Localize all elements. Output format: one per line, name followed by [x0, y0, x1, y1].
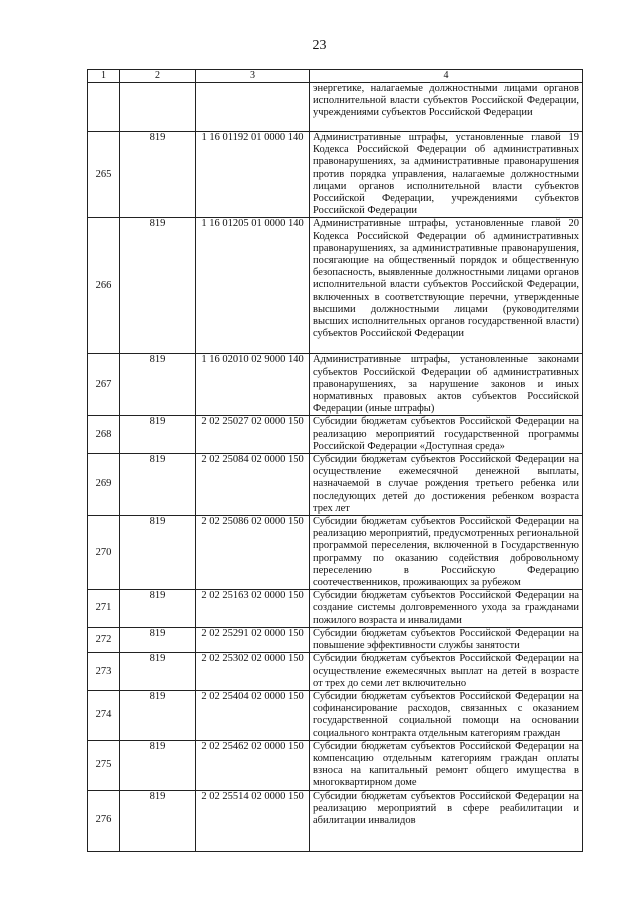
row-number-cell [88, 83, 120, 132]
description-cell: Субсидии бюджетам субъектов Российской Федерации на повышение эффективности службы занятости [310, 627, 583, 652]
table-row [88, 454, 583, 516]
table-row [88, 590, 583, 628]
header-row [88, 70, 583, 83]
budget-code-cell: 1 16 02010 02 9000 140 [196, 354, 310, 416]
header-col-3: 3 [196, 70, 310, 83]
row-number-cell: 270 [88, 516, 120, 590]
admin-code-cell: 819 [120, 354, 196, 416]
admin-code-cell: 819 [120, 740, 196, 790]
description-cell: Субсидии бюджетам субъектов Российской Федерации на осуществление ежемесячной денежной выплаты, назначаемой в случае рождения третьего ребенка или последующих детей до достижения ребенком возраста трех лет [310, 454, 583, 516]
table-row [88, 83, 583, 132]
row-number-cell: 272 [88, 627, 120, 652]
header-col-2: 2 [120, 70, 196, 83]
table-row [88, 690, 583, 740]
budget-code-cell: 2 02 25086 02 0000 150 [196, 516, 310, 590]
description-cell: Субсидии бюджетам субъектов Российской Федерации на реализацию мероприятий государственной программы Российской Федерации «Доступная среда» [310, 416, 583, 454]
admin-code-cell: 819 [120, 454, 196, 516]
description-cell: Административные штрафы, установленные законами субъектов Российской Федерации об административных правонарушениях, за нарушение законов и иных нормативных правовых актов субъектов Российской Федерации (иные штрафы) [310, 354, 583, 416]
description-cell: Субсидии бюджетам субъектов Российской Федерации на реализацию мероприятий, предусмотренных региональной программой переселения, включенной в Государственную программу по оказанию содействия добровольному переселению в Российскую Федерацию соотечественников, проживающих за рубежом [310, 516, 583, 590]
table-row [88, 627, 583, 652]
table-row [88, 354, 583, 416]
description-cell: Субсидии бюджетам субъектов Российской Федерации на компенсацию отдельным категориям граждан оплаты взноса на капитальный ремонт общего имущества в многоквартирном доме [310, 740, 583, 790]
row-number-cell: 271 [88, 590, 120, 628]
revenue-codes-table [87, 69, 583, 852]
budget-code-cell: 2 02 25514 02 0000 150 [196, 790, 310, 851]
table-row [88, 132, 583, 218]
row-number-cell: 265 [88, 132, 120, 218]
description-cell: Административные штрафы, установленные главой 20 Кодекса Российской Федерации об административных правонарушениях, за административные правонарушения, посягающие на общественный порядок и общественную безопасность, выявленные должностными лицами органов исполнительной власти субъектов Российской Федерации, включенных в соответствующие перечни, утвержденные высшими должностными лицами (руководителями высших исполнительных органов государственной власти) субъектов Российской Федерации [310, 218, 583, 354]
page-number: 23 [312, 38, 327, 53]
row-number-cell: 274 [88, 690, 120, 740]
admin-code-cell: 819 [120, 132, 196, 218]
table-row [88, 516, 583, 590]
header-col-1: 1 [88, 70, 120, 83]
budget-code-cell: 2 02 25084 02 0000 150 [196, 454, 310, 516]
description-cell: Субсидии бюджетам субъектов Российской Федерации на осуществление ежемесячных выплат на детей в возрасте от трех до семи лет включительно [310, 653, 583, 691]
budget-code-cell: 1 16 01192 01 0000 140 [196, 132, 310, 218]
budget-code-cell: 2 02 25462 02 0000 150 [196, 740, 310, 790]
budget-code-cell: 2 02 25027 02 0000 150 [196, 416, 310, 454]
budget-code-cell: 2 02 25302 02 0000 150 [196, 653, 310, 691]
table-row [88, 218, 583, 354]
row-number-cell: 268 [88, 416, 120, 454]
budget-code-cell: 2 02 25291 02 0000 150 [196, 627, 310, 652]
admin-code-cell: 819 [120, 690, 196, 740]
row-number-cell: 269 [88, 454, 120, 516]
description-cell: Административные штрафы, установленные главой 19 Кодекса Российской Федерации об административных правонарушениях, за административные правонарушения против порядка управления, налагаемые должностными лицами органов исполнительной власти субъектов Российской Федерации, учреждениями субъектов Российской Федерации [310, 132, 583, 218]
description-cell: энергетике, налагаемые должностными лицами органов исполнительной власти субъектов Российской Федерации, учреждениями субъектов Российской Федерации [310, 83, 583, 132]
table-row [88, 416, 583, 454]
description-cell: Субсидии бюджетам субъектов Российской Федерации на создание системы долговременного ухода за гражданами пожилого возраста и инвалидами [310, 590, 583, 628]
row-number-cell: 273 [88, 653, 120, 691]
description-cell: Субсидии бюджетам субъектов Российской Федерации на софинансирование расходов, связанных с оказанием государственной социальной помощи на основании социального контракта отдельным категориям граждан [310, 690, 583, 740]
table-row [88, 740, 583, 790]
admin-code-cell: 819 [120, 516, 196, 590]
row-number-cell: 266 [88, 218, 120, 354]
admin-code-cell: 819 [120, 218, 196, 354]
description-cell: Субсидии бюджетам субъектов Российской Федерации на реализацию мероприятий в сфере реабилитации и абилитации инвалидов [310, 790, 583, 851]
admin-code-cell: 819 [120, 790, 196, 851]
row-number-cell: 267 [88, 354, 120, 416]
row-number-cell: 275 [88, 740, 120, 790]
table-row [88, 653, 583, 691]
admin-code-cell: 819 [120, 653, 196, 691]
admin-code-cell [120, 83, 196, 132]
budget-code-cell: 2 02 25163 02 0000 150 [196, 590, 310, 628]
row-number-cell: 276 [88, 790, 120, 851]
admin-code-cell: 819 [120, 416, 196, 454]
table-row [88, 790, 583, 851]
admin-code-cell: 819 [120, 627, 196, 652]
admin-code-cell: 819 [120, 590, 196, 628]
budget-code-cell: 1 16 01205 01 0000 140 [196, 218, 310, 354]
budget-code-cell: 2 02 25404 02 0000 150 [196, 690, 310, 740]
budget-code-cell [196, 83, 310, 132]
header-col-4: 4 [310, 70, 583, 83]
